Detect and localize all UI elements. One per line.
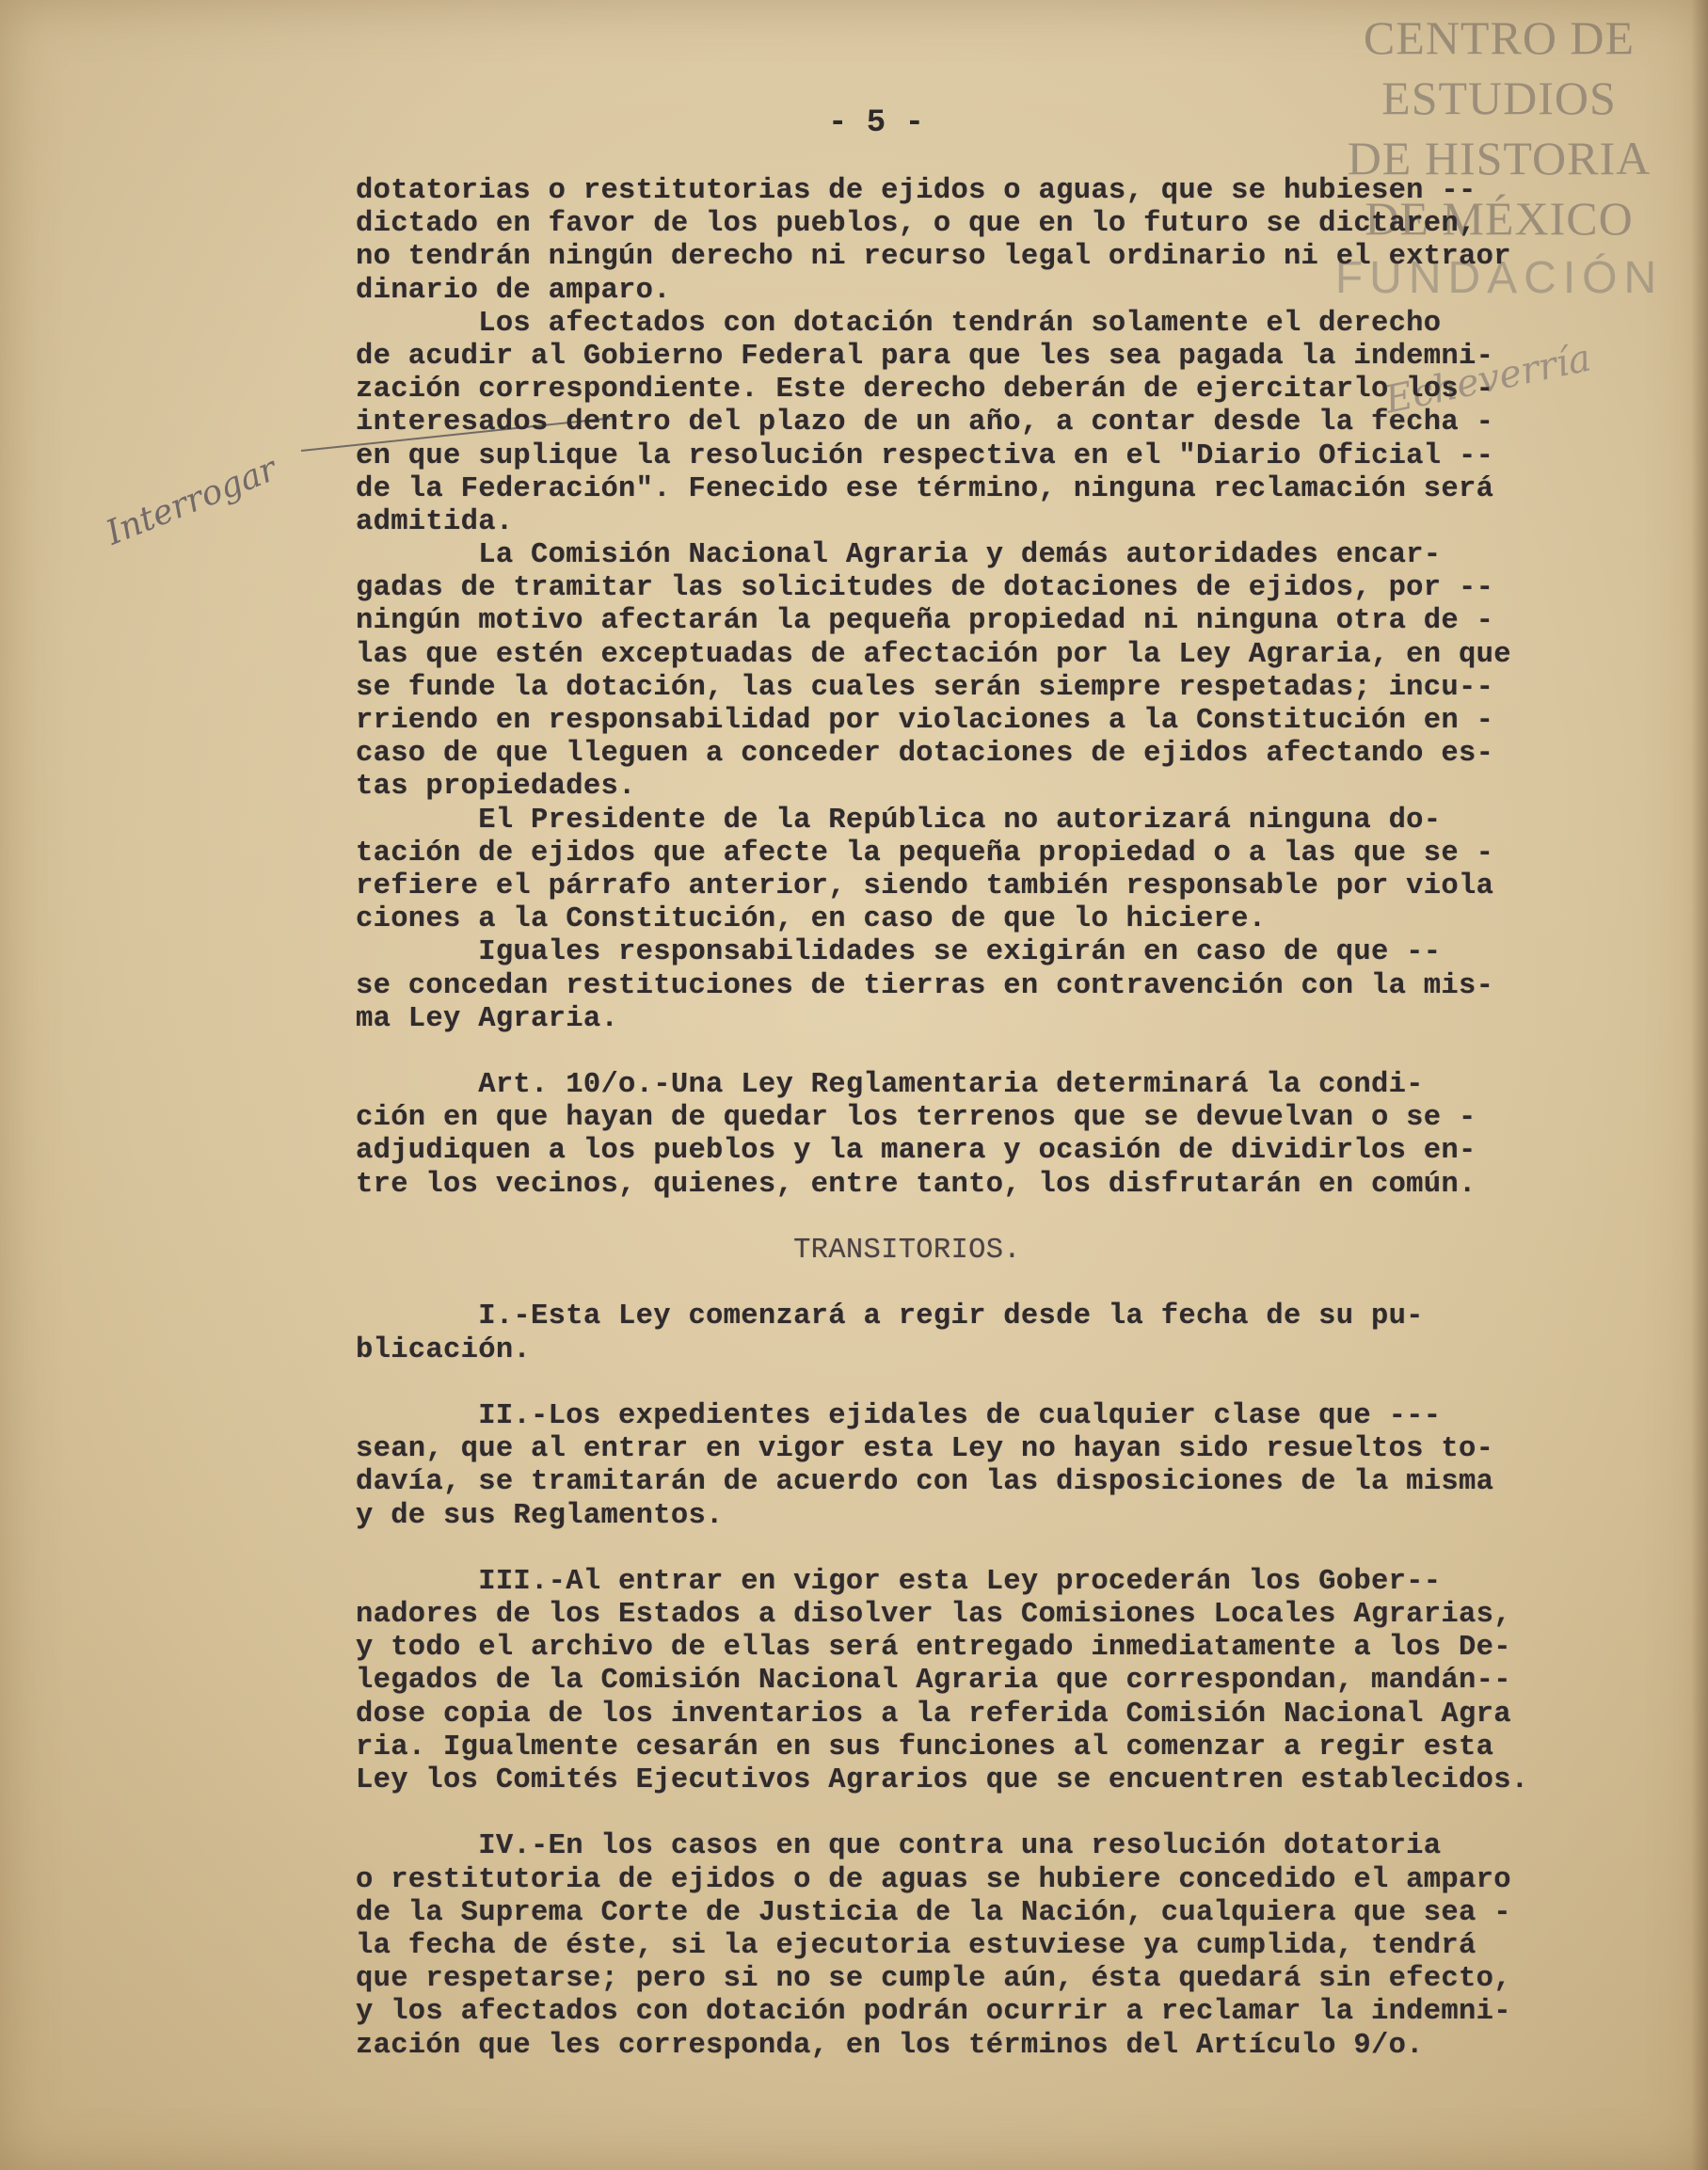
text-line: refiere el párrafo anterior, siendo también responsable por viola [356,870,1494,902]
text-line: dinario de amparo. [356,274,671,307]
page-edge-shadow [1691,0,1708,2170]
text-line: tación de ejidos que afecte la pequeña propiedad o a las que se - [356,837,1494,870]
text-line: se funde la dotación, las cuales serán siempre respetadas; incu-- [356,671,1494,704]
text-line: zación que les corresponda, en los términos del Artículo 9/o. [356,2029,1424,2062]
text-line: I.-Esta Ley comenzará a regir desde la fecha de su pu- [356,1300,1424,1333]
text-line: blicación. [356,1333,532,1366]
section-heading: TRANSITORIOS. [356,1235,1021,1267]
text-line: ción en que hayan de quedar los terrenos que se devuelvan o se - [356,1102,1477,1135]
text-line: sean, que al entrar en vigor esta Ley no hayan sido resueltos to- [356,1433,1494,1466]
text-line: tre los vecinos, quienes, entre tanto, los disfrutarán en común. [356,1168,1477,1201]
text-line: ciones a la Constitución, en caso de que lo hiciere. [356,903,1267,936]
text-line: ria. Igualmente cesarán en sus funciones al comenzar a regir esta [356,1731,1494,1763]
watermark-line-5: FUNDACIÓN [1334,253,1664,303]
text-line: las que estén exceptuadas de afectación por la Ley Agraria, en que [356,638,1511,671]
text-line: Ley los Comités Ejecutivos Agrarios que se encuentren establecidos. [356,1764,1529,1796]
watermark-line-4: DE MÉXICO [1365,192,1634,245]
text-line: Los afectados con dotación tendrán solamente el derecho [356,307,1442,340]
watermark-line-3: DE HISTORIA [1347,132,1652,184]
text-line: Art. 10/o.-Una Ley Reglamentaria determinará la condi- [356,1069,1424,1102]
text-line: gadas de tramitar las solicitudes de dotaciones de ejidos, por -- [356,572,1494,605]
text-line: adjudiquen a los pueblos y la manera y ocasión de dividirlos en- [356,1135,1477,1168]
text-line: nadores de los Estados a disolver las Comisiones Locales Agrarias, [356,1599,1511,1632]
text-line [356,1367,1673,1400]
text-line: legados de la Comisión Nacional Agraria que correspondan, mandán-- [356,1665,1511,1698]
text-line [356,1036,1673,1069]
text-line: caso de que lleguen a conceder dotaciones de ejidos afectando es- [356,738,1494,771]
text-line: que respetarse; pero si no se cumple aún, ésta quedará sin efecto, [356,1963,1511,1996]
text-line: interesados dentro del plazo de un año, a contar desde la fecha - [356,407,1494,439]
watermark-line-1: CENTRO DE [1363,11,1636,64]
text-line: dictado en favor de los pueblos, o que en lo futuro se dictaren, [356,208,1477,241]
watermark-line-2: ESTUDIOS [1381,72,1617,124]
text-line: dose copia de los inventarios a la referida Comisión Nacional Agra [356,1698,1511,1731]
text-line: de acudir al Gobierno Federal para que les sea pagada la indemni- [356,340,1494,373]
handwritten-note: Interrogar [101,449,282,553]
text-line: IV.-En los casos en que contra una resolución dotatoria [356,1830,1442,1863]
text-line: y de sus Reglamentos. [356,1499,724,1532]
text-line: o restitutoria de ejidos o de aguas se hubiere concedido el amparo [356,1863,1511,1896]
text-line: II.-Los expedientes ejidales de cualquier clase que --- [356,1399,1442,1432]
text-line: davía, se tramitarán de acuerdo con las disposiciones de la misma [356,1466,1494,1499]
text-line: admitida. [356,505,514,538]
text-line: Iguales responsabilidades se exigirán en caso de que -- [356,936,1442,969]
text-line: ningún motivo afectarán la pequeña propiedad ni ninguna otra de - [356,605,1494,638]
text-line: zación correspondiente. Este derecho deberán de ejercitarlo los - [356,374,1494,407]
typed-text-body [356,175,1673,2063]
text-line: en que suplique la resolución respectiva en el "Diario Oficial -- [356,439,1494,472]
text-line [356,1268,1673,1300]
text-line [356,1533,1673,1566]
text-line [356,1797,1673,1830]
text-line: no tendrán ningún derecho ni recurso legal ordinario ni el extraor [356,241,1511,274]
text-line: III.-Al entrar en vigor esta Ley procederán los Gober-- [356,1565,1442,1598]
text-line: dotatorias o restitutorias de ejidos o aguas, que se hubiesen -- [356,175,1477,207]
text-line: El Presidente de la República no autorizará ninguna do- [356,804,1442,837]
text-line: rriendo en responsabilidad por violaciones a la Constitución en - [356,705,1494,737]
text-line: y los afectados con dotación podrán ocurrir a reclamar la indemni- [356,1996,1511,2029]
page-number: - 5 - [828,105,925,141]
text-line: la fecha de éste, si la ejecutoria estuviese ya cumplida, tendrá [356,1929,1477,1962]
margin-signature: Echeverría [1381,336,1595,423]
text-line: ma Ley Agraria. [356,1002,619,1035]
text-line: tas propiedades. [356,771,636,804]
text-line: de la Federación". Fenecido ese término, ninguna reclamación será [356,472,1494,505]
text-line: La Comisión Nacional Agraria y demás autoridades encar- [356,539,1442,572]
text-line [356,1202,1673,1235]
text-line: de la Suprema Corte de Justicia de la Nación, cualquiera que sea - [356,1896,1511,1929]
text-line: se concedan restituciones de tierras en contravención con la mis- [356,969,1494,1002]
text-line: y todo el archivo de ellas será entregado inmediatamente a los De- [356,1632,1511,1665]
